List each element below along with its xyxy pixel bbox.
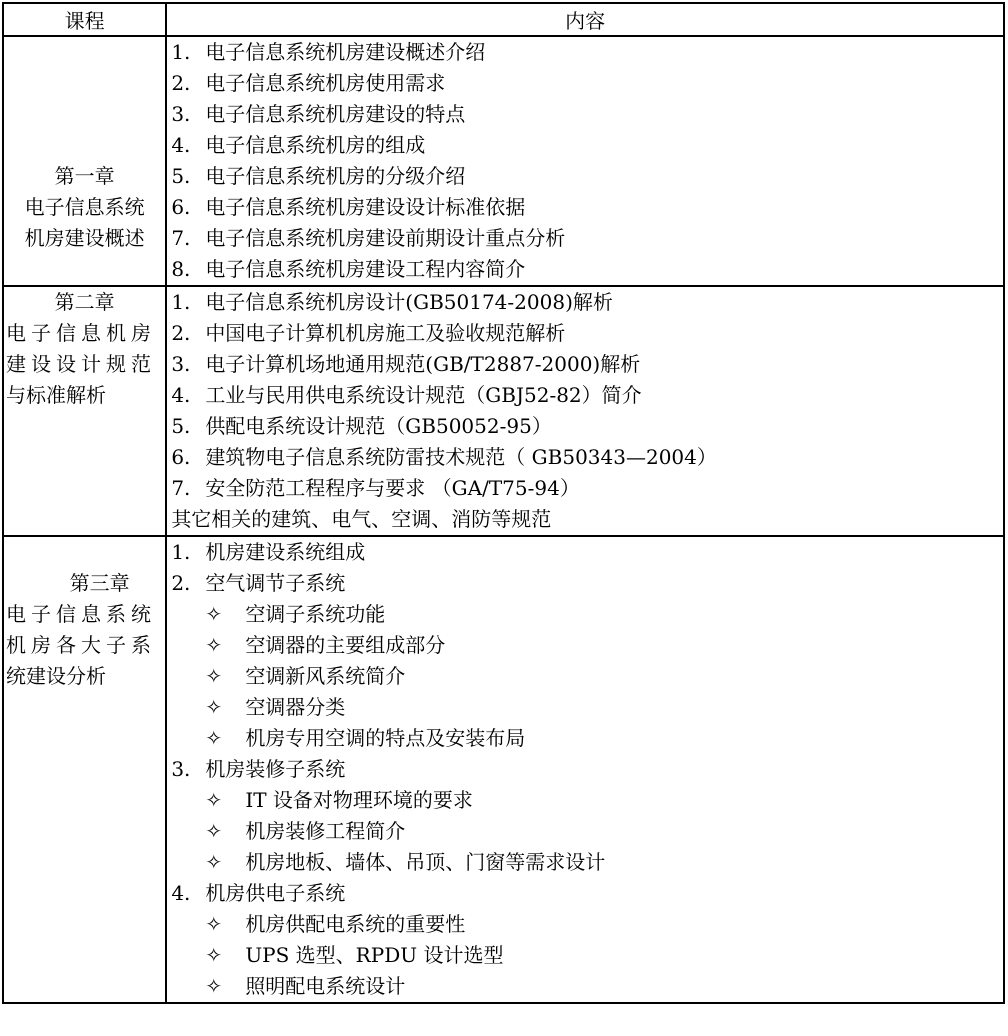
header-row [3, 3, 1004, 36]
list-item [167, 349, 1003, 380]
diamond-bullet-icon: ✧ [205, 974, 223, 998]
sub-list-item [167, 847, 1003, 878]
item-text: 电子信息系统机房设计(GB50174-2008)解析 [205, 290, 613, 314]
sub-list-item [167, 909, 1003, 940]
sub-list-item [167, 599, 1003, 630]
item-number: 3. [171, 757, 191, 781]
list-item [167, 380, 1003, 411]
item-number: 7. [171, 226, 191, 250]
item-number: 4. [171, 133, 191, 157]
sub-list-item [167, 630, 1003, 661]
item-text: 电子信息系统机房使用需求 [205, 71, 446, 95]
chapter-2-title: 第二章 [54, 290, 115, 314]
list-item [167, 537, 1003, 568]
item-number: 6. [171, 195, 191, 219]
chapter-3-name-line: 统建设分析 [6, 664, 106, 688]
list-item [167, 161, 1003, 192]
item-text: 机房专用空调的特点及安装布局 [245, 726, 526, 750]
diamond-bullet-icon: ✧ [205, 788, 223, 812]
list-item [167, 878, 1003, 909]
course-table [2, 2, 1005, 1004]
item-number: 7. [171, 476, 191, 500]
item-text: UPS 选型、RPDU 设计选型 [245, 943, 504, 967]
diamond-bullet-icon: ✧ [205, 602, 223, 626]
sub-list-item [167, 816, 1003, 847]
list-item [167, 130, 1003, 161]
item-text: 中国电子计算机机房施工及验收规范解析 [205, 321, 566, 345]
sub-list-item [167, 971, 1003, 1002]
sub-list-item [167, 692, 1003, 723]
chapter-1-content-cell [166, 36, 1004, 286]
item-text: 机房建设系统组成 [205, 540, 366, 564]
item-number: 4. [171, 383, 191, 407]
item-number: 3. [171, 352, 191, 376]
chapter-2-name-line: 与标准解析 [6, 383, 106, 407]
sub-list-item [167, 723, 1003, 754]
chapter-1-name-line: 电子信息系统 [24, 195, 145, 219]
list-item [167, 504, 1003, 535]
list-item [167, 254, 1003, 285]
list-item [167, 37, 1003, 68]
chapter-1-course-cell [3, 36, 166, 286]
diamond-bullet-icon: ✧ [205, 912, 223, 936]
item-text: 电子信息系统机房建设设计标准依据 [205, 195, 526, 219]
item-text: 机房装修工程简介 [245, 819, 406, 843]
diamond-bullet-icon: ✧ [205, 633, 223, 657]
item-text: 电子信息系统机房建设概述介绍 [205, 40, 486, 64]
chapter-3-name-line: 机房各大子系 [6, 633, 156, 657]
item-text: 机房供配电系统的重要性 [245, 912, 466, 936]
list-item [167, 318, 1003, 349]
chapter-1-title: 第一章 [54, 164, 115, 188]
diamond-bullet-icon: ✧ [205, 664, 223, 688]
item-text: 其它相关的建筑、电气、空调、消防等规范 [171, 507, 552, 531]
item-text: 电子信息系统机房建设的特点 [205, 102, 466, 126]
item-number: 2. [171, 71, 191, 95]
item-text: 电子信息系统机房建设工程内容简介 [205, 257, 526, 281]
item-text: 机房供电子系统 [205, 881, 346, 905]
header-course: 课程 [3, 3, 166, 36]
sub-list-item [167, 940, 1003, 971]
item-text: 空调新风系统简介 [245, 664, 406, 688]
list-item [167, 192, 1003, 223]
list-item [167, 442, 1003, 473]
diamond-bullet-icon: ✧ [205, 850, 223, 874]
header-content: 内容 [166, 3, 1004, 36]
item-number: 2. [171, 571, 191, 595]
item-text: 建筑物电子信息系统防雷技术规范（ GB50343—2004） [205, 445, 717, 469]
item-number: 5. [171, 164, 191, 188]
chapter-3-course-cell [3, 536, 166, 1003]
item-text: 空调器分类 [245, 695, 346, 719]
item-text: IT 设备对物理环境的要求 [245, 788, 473, 812]
list-item [167, 754, 1003, 785]
item-text: 空调器的主要组成部分 [245, 633, 446, 657]
sub-list-item [167, 785, 1003, 816]
chapter-1-name-line: 机房建设概述 [24, 226, 145, 250]
item-text: 空调子系统功能 [245, 602, 386, 626]
diamond-bullet-icon: ✧ [205, 943, 223, 967]
item-number: 3. [171, 102, 191, 126]
chapter-3-title: 第三章 [69, 571, 130, 595]
item-text: 电子信息系统机房建设前期设计重点分析 [205, 226, 566, 250]
item-number: 2. [171, 321, 191, 345]
diamond-bullet-icon: ✧ [205, 695, 223, 719]
list-item [167, 568, 1003, 599]
chapter-row [3, 36, 1004, 286]
list-item [167, 473, 1003, 504]
item-text: 供配电系统设计规范（GB50052-95） [205, 414, 552, 438]
item-text: 机房地板、墙体、吊顶、门窗等需求设计 [245, 850, 606, 874]
list-item [167, 287, 1003, 318]
item-number: 8. [171, 257, 191, 281]
item-text: 电子信息系统机房的组成 [205, 133, 426, 157]
item-number: 5. [171, 414, 191, 438]
chapter-2-name-line: 电子信息机房 [6, 321, 156, 345]
item-number: 1. [171, 40, 191, 64]
chapter-row [3, 536, 1004, 1003]
list-item [167, 223, 1003, 254]
diamond-bullet-icon: ✧ [205, 819, 223, 843]
item-number: 1. [171, 290, 191, 314]
chapter-2-name-line: 建设设计规范 [6, 352, 156, 376]
item-text: 空气调节子系统 [205, 571, 346, 595]
list-item [167, 411, 1003, 442]
item-text: 照明配电系统设计 [245, 974, 406, 998]
list-item [167, 99, 1003, 130]
sub-list-item [167, 661, 1003, 692]
list-item [167, 68, 1003, 99]
item-text: 工业与民用供电系统设计规范（GBJ52-82）简介 [205, 383, 642, 407]
chapter-2-content-cell [166, 286, 1004, 536]
item-text: 电子信息系统机房的分级介绍 [205, 164, 466, 188]
item-number: 4. [171, 881, 191, 905]
diamond-bullet-icon: ✧ [205, 726, 223, 750]
chapter-3-content-cell [166, 536, 1004, 1003]
item-text: 电子计算机场地通用规范(GB/T2887-2000)解析 [205, 352, 641, 376]
item-number: 1. [171, 540, 191, 564]
item-text: 机房装修子系统 [205, 757, 346, 781]
chapter-3-name-line: 电子信息系统 [6, 602, 156, 626]
item-text: 安全防范工程程序与要求 （GA/T75-94） [205, 476, 580, 500]
chapter-row [3, 286, 1004, 536]
chapter-2-course-cell [3, 286, 166, 536]
item-number: 6. [171, 445, 191, 469]
